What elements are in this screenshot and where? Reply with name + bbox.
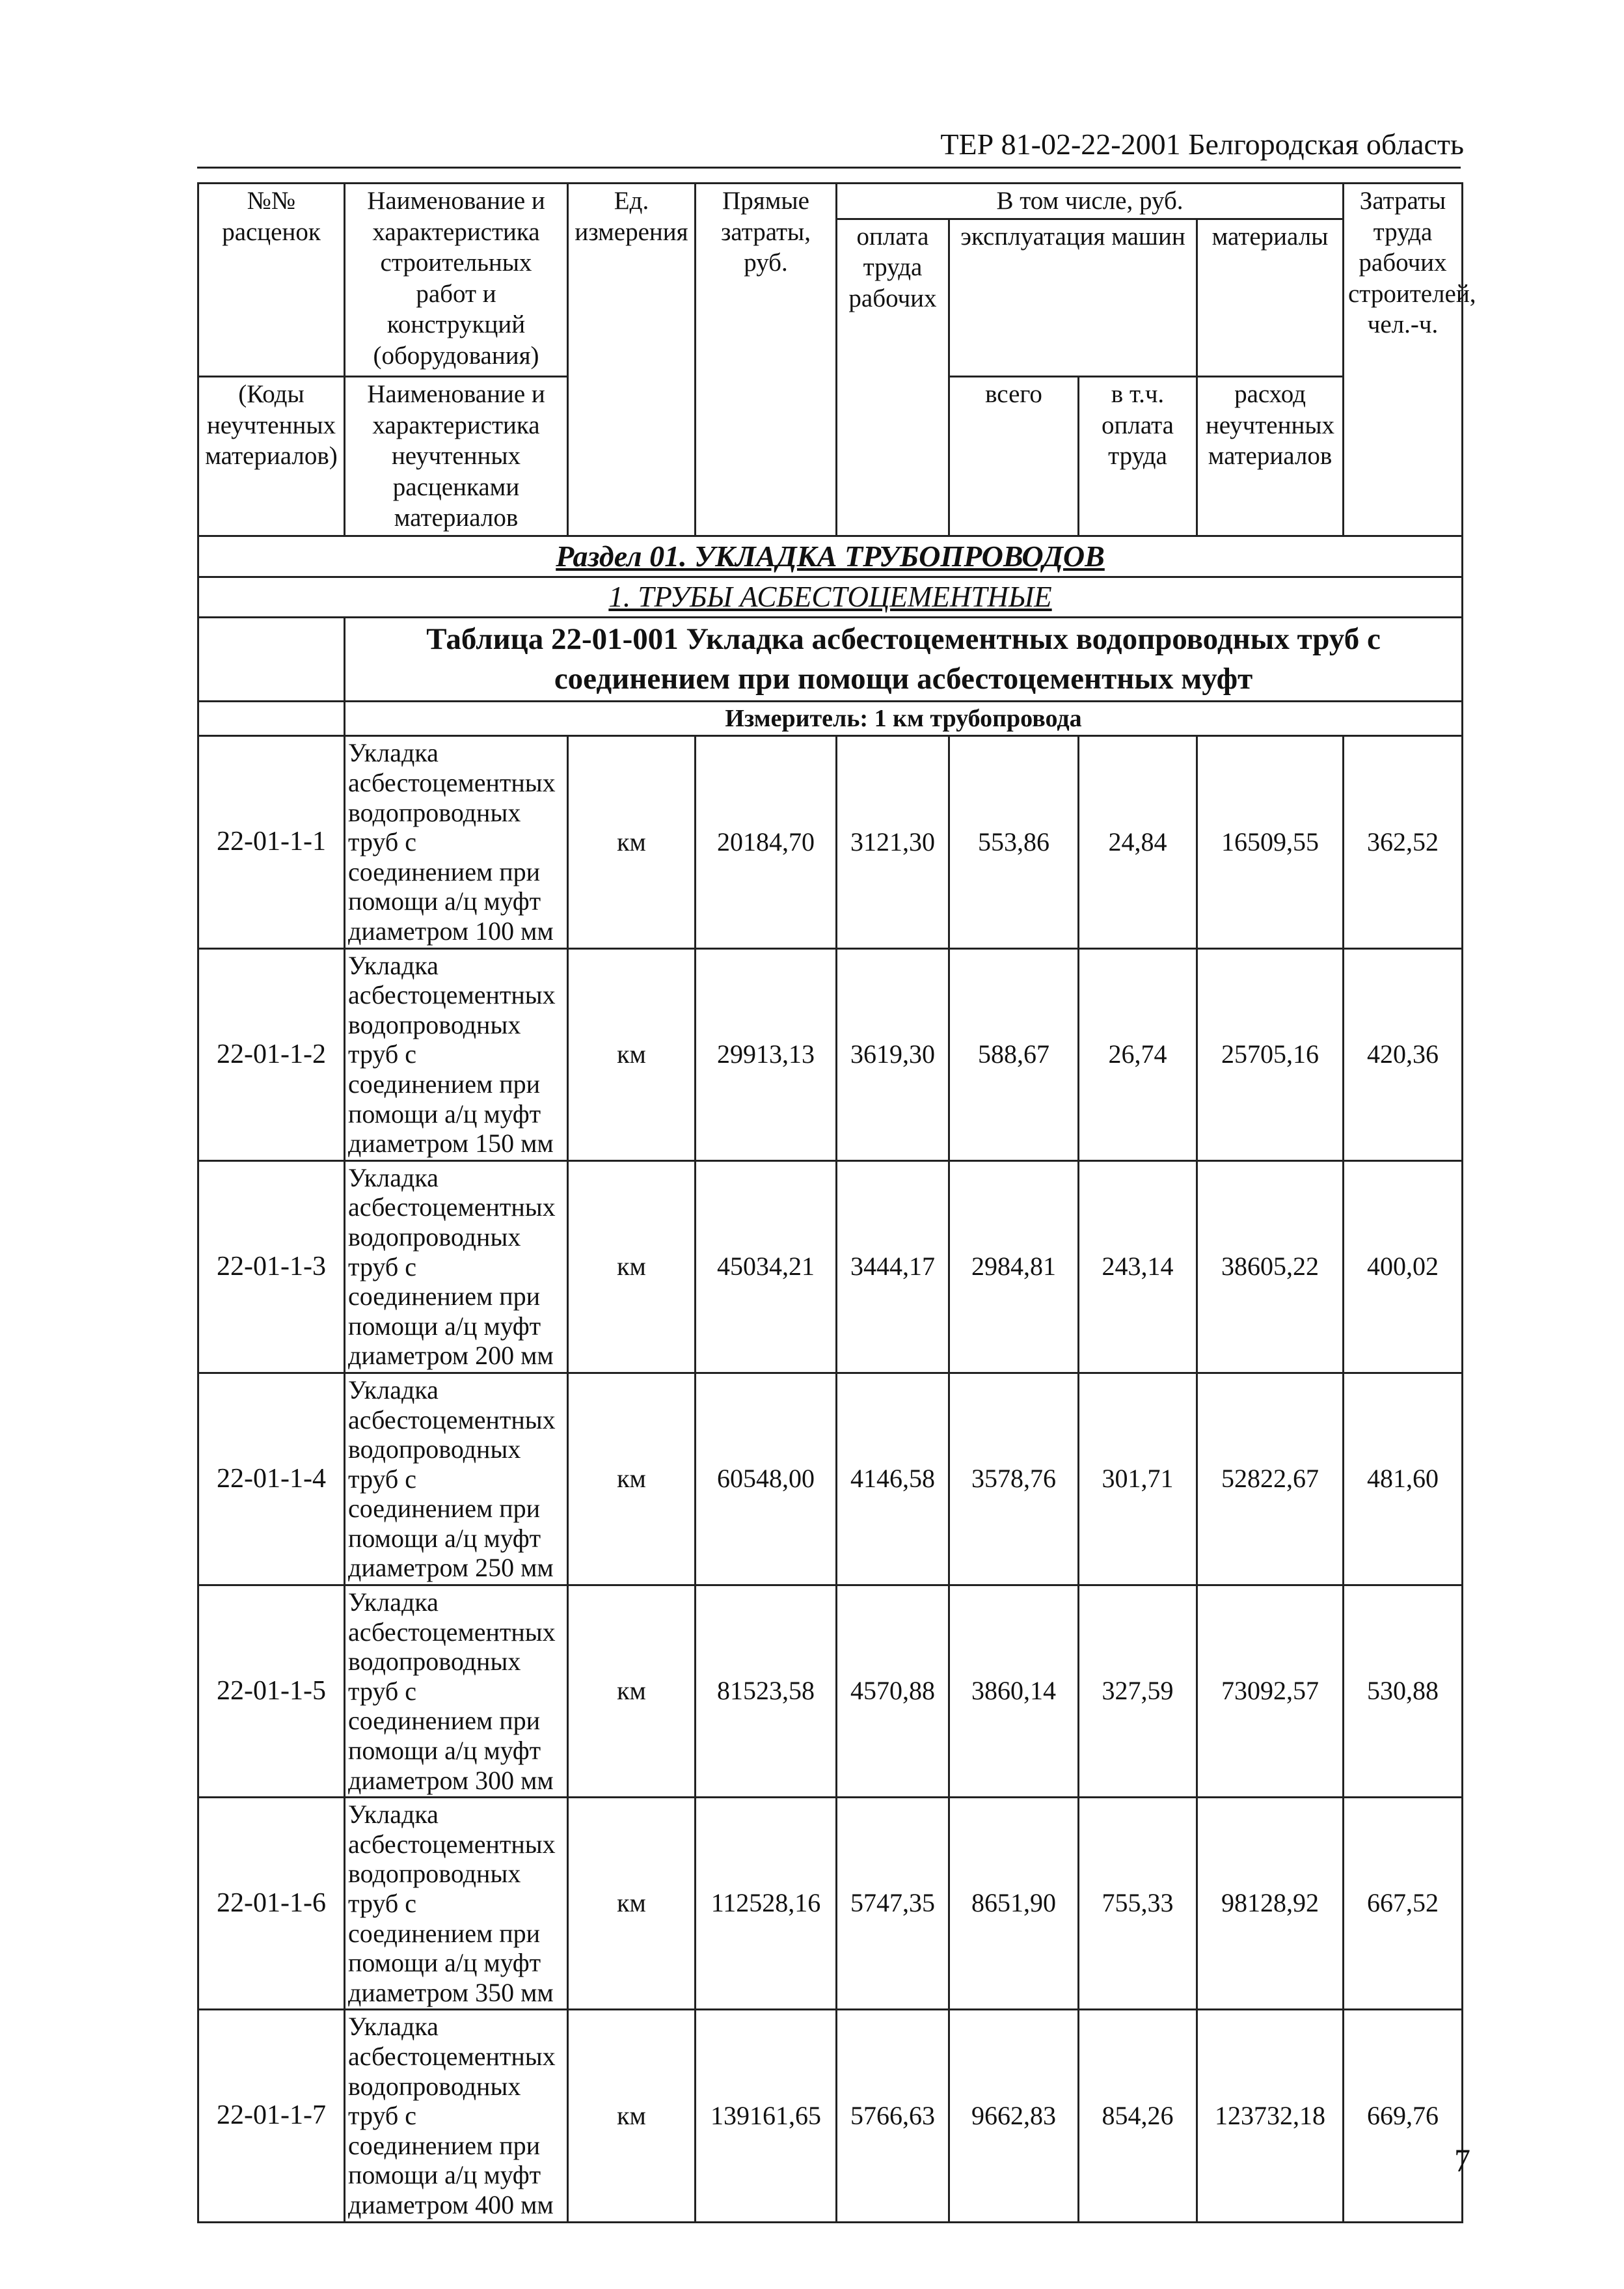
rate-direct-cost: 20184,70 [696, 736, 837, 948]
table-row [198, 1585, 1463, 1798]
col-header-unaccounted-consumption: расход неучтенных материалов [1197, 377, 1344, 536]
rate-materials: 98128,92 [1197, 1798, 1344, 2010]
rate-labor: 481,60 [1344, 1373, 1463, 1585]
rate-code: 22-01-1-6 [198, 1798, 345, 2010]
rate-machines-wages: 24,84 [1079, 736, 1197, 948]
rate-machines-wages: 26,74 [1079, 948, 1197, 1160]
rate-wages: 4146,58 [837, 1373, 949, 1585]
rate-wages: 5747,35 [837, 1798, 949, 2010]
rate-machines-wages: 755,33 [1079, 1798, 1197, 2010]
rate-materials: 123732,18 [1197, 2010, 1344, 2222]
rate-direct-cost: 60548,00 [696, 1373, 837, 1585]
table-title-spacer [198, 617, 345, 701]
rate-direct-cost: 29913,13 [696, 948, 837, 1160]
rate-direct-cost: 81523,58 [696, 1585, 837, 1798]
rate-labor: 667,52 [1344, 1798, 1463, 2010]
rate-materials: 25705,16 [1197, 948, 1344, 1160]
rate-name: Укладка асбестоцементных водопроводных труб с соединением при помощи а/ц муфт диаметром 400 мм [345, 2010, 568, 2222]
rate-labor: 530,88 [1344, 1585, 1463, 1798]
section-title: Раздел 01. УКЛАДКА ТРУБОПРОВОДОВ [198, 536, 1463, 577]
table-row [198, 948, 1463, 1160]
rate-unit: км [568, 1160, 696, 1373]
col-header-wages: оплата труда рабочих [837, 219, 949, 536]
rate-machines-total: 8651,90 [949, 1798, 1079, 2010]
rate-labor: 420,36 [1344, 948, 1463, 1160]
measurer-row [198, 702, 1463, 736]
rate-unit: км [568, 1798, 696, 2010]
col-header-incl: В том числе, руб. [837, 184, 1344, 219]
rate-code: 22-01-1-3 [198, 1160, 345, 1373]
col-header-unit: Ед. измерения [568, 184, 696, 536]
col-header-labor: Затраты труда рабочих строителей, чел.-ч. [1344, 184, 1463, 536]
table-title-row [198, 617, 1463, 701]
col-header-machines-wages: в т.ч. оплата труда [1079, 377, 1197, 536]
rate-code: 22-01-1-2 [198, 948, 345, 1160]
rate-machines-total: 2984,81 [949, 1160, 1079, 1373]
rate-name: Укладка асбестоцементных водопроводных труб с соединением при помощи а/ц муфт диаметром 150 мм [345, 948, 568, 1160]
rate-labor: 400,02 [1344, 1160, 1463, 1373]
col-header-direct: Прямые затраты, руб. [696, 184, 837, 536]
subsection-row [198, 577, 1463, 618]
rate-labor: 362,52 [1344, 736, 1463, 948]
col-header-machines: эксплуатация машин [949, 219, 1197, 376]
measurer-spacer [198, 702, 345, 736]
rate-labor: 669,76 [1344, 2010, 1463, 2222]
rate-code: 22-01-1-7 [198, 2010, 345, 2222]
col-header-materials: материалы [1197, 219, 1344, 376]
rate-direct-cost: 139161,65 [696, 2010, 837, 2222]
table-row [198, 1798, 1463, 2010]
rate-name: Укладка асбестоцементных водопроводных труб с соединением при помощи а/ц муфт диаметром 350 мм [345, 1798, 568, 2010]
rate-machines-wages: 243,14 [1079, 1160, 1197, 1373]
header-rule [197, 167, 1461, 169]
rate-machines-total: 553,86 [949, 736, 1079, 948]
rate-machines-total: 588,67 [949, 948, 1079, 1160]
section-row [198, 536, 1463, 577]
rate-materials: 52822,67 [1197, 1373, 1344, 1585]
header-row-1 [198, 184, 1463, 219]
document-header: ТЕР 81-02-22-2001 Белгородская область [940, 128, 1464, 161]
col-header-codes-unaccounted: (Коды неучтенных материалов) [198, 377, 345, 536]
rate-name: Укладка асбестоцементных водопроводных труб с соединением при помощи а/ц муфт диаметром 100 мм [345, 736, 568, 948]
rate-machines-total: 3860,14 [949, 1585, 1079, 1798]
table-row [198, 1160, 1463, 1373]
table-row [198, 1373, 1463, 1585]
rate-wages: 4570,88 [837, 1585, 949, 1798]
rate-materials: 16509,55 [1197, 736, 1344, 948]
rate-name: Укладка асбестоцементных водопроводных труб с соединением при помощи а/ц муфт диаметром 300 мм [345, 1585, 568, 1798]
rate-code: 22-01-1-5 [198, 1585, 345, 1798]
col-header-machines-total: всего [949, 377, 1079, 536]
rate-wages: 5766,63 [837, 2010, 949, 2222]
rates-table [197, 182, 1476, 2223]
rate-name: Укладка асбестоцементных водопроводных труб с соединением при помощи а/ц муфт диаметром 200 мм [345, 1160, 568, 1373]
subsection-title: 1. ТРУБЫ АСБЕСТОЦЕМЕНТНЫЕ [198, 577, 1463, 618]
rate-machines-wages: 327,59 [1079, 1585, 1197, 1798]
rate-direct-cost: 45034,21 [696, 1160, 837, 1373]
rate-materials: 73092,57 [1197, 1585, 1344, 1798]
col-header-name: Наименование и характеристика строительных работ и конструкций (оборудования) [345, 184, 568, 377]
rate-unit: км [568, 2010, 696, 2222]
table-title: Таблица 22-01-001 Укладка асбестоцементных водопроводных труб с соединением при помощи асбестоцементных муфт [345, 617, 1463, 701]
rate-direct-cost: 112528,16 [696, 1798, 837, 2010]
rate-unit: км [568, 1373, 696, 1585]
rate-code: 22-01-1-1 [198, 736, 345, 948]
rate-wages: 3121,30 [837, 736, 949, 948]
rate-wages: 3619,30 [837, 948, 949, 1160]
rate-machines-wages: 854,26 [1079, 2010, 1197, 2222]
rate-name: Укладка асбестоцементных водопроводных труб с соединением при помощи а/ц муфт диаметром 250 мм [345, 1373, 568, 1585]
rate-machines-total: 9662,83 [949, 2010, 1079, 2222]
rate-machines-total: 3578,76 [949, 1373, 1079, 1585]
measurer: Измеритель: 1 км трубопровода [345, 702, 1463, 736]
rate-unit: км [568, 736, 696, 948]
col-header-code: №№ расценок [198, 184, 345, 377]
page-number: 7 [1454, 2142, 1470, 2178]
table-row [198, 2010, 1463, 2222]
rate-unit: км [568, 1585, 696, 1798]
col-header-name-unaccounted: Наименование и характеристика неучтенных расценками материалов [345, 377, 568, 536]
rate-machines-wages: 301,71 [1079, 1373, 1197, 1585]
rate-materials: 38605,22 [1197, 1160, 1344, 1373]
rate-code: 22-01-1-4 [198, 1373, 345, 1585]
rate-wages: 3444,17 [837, 1160, 949, 1373]
rate-unit: км [568, 948, 696, 1160]
table-row [198, 736, 1463, 948]
